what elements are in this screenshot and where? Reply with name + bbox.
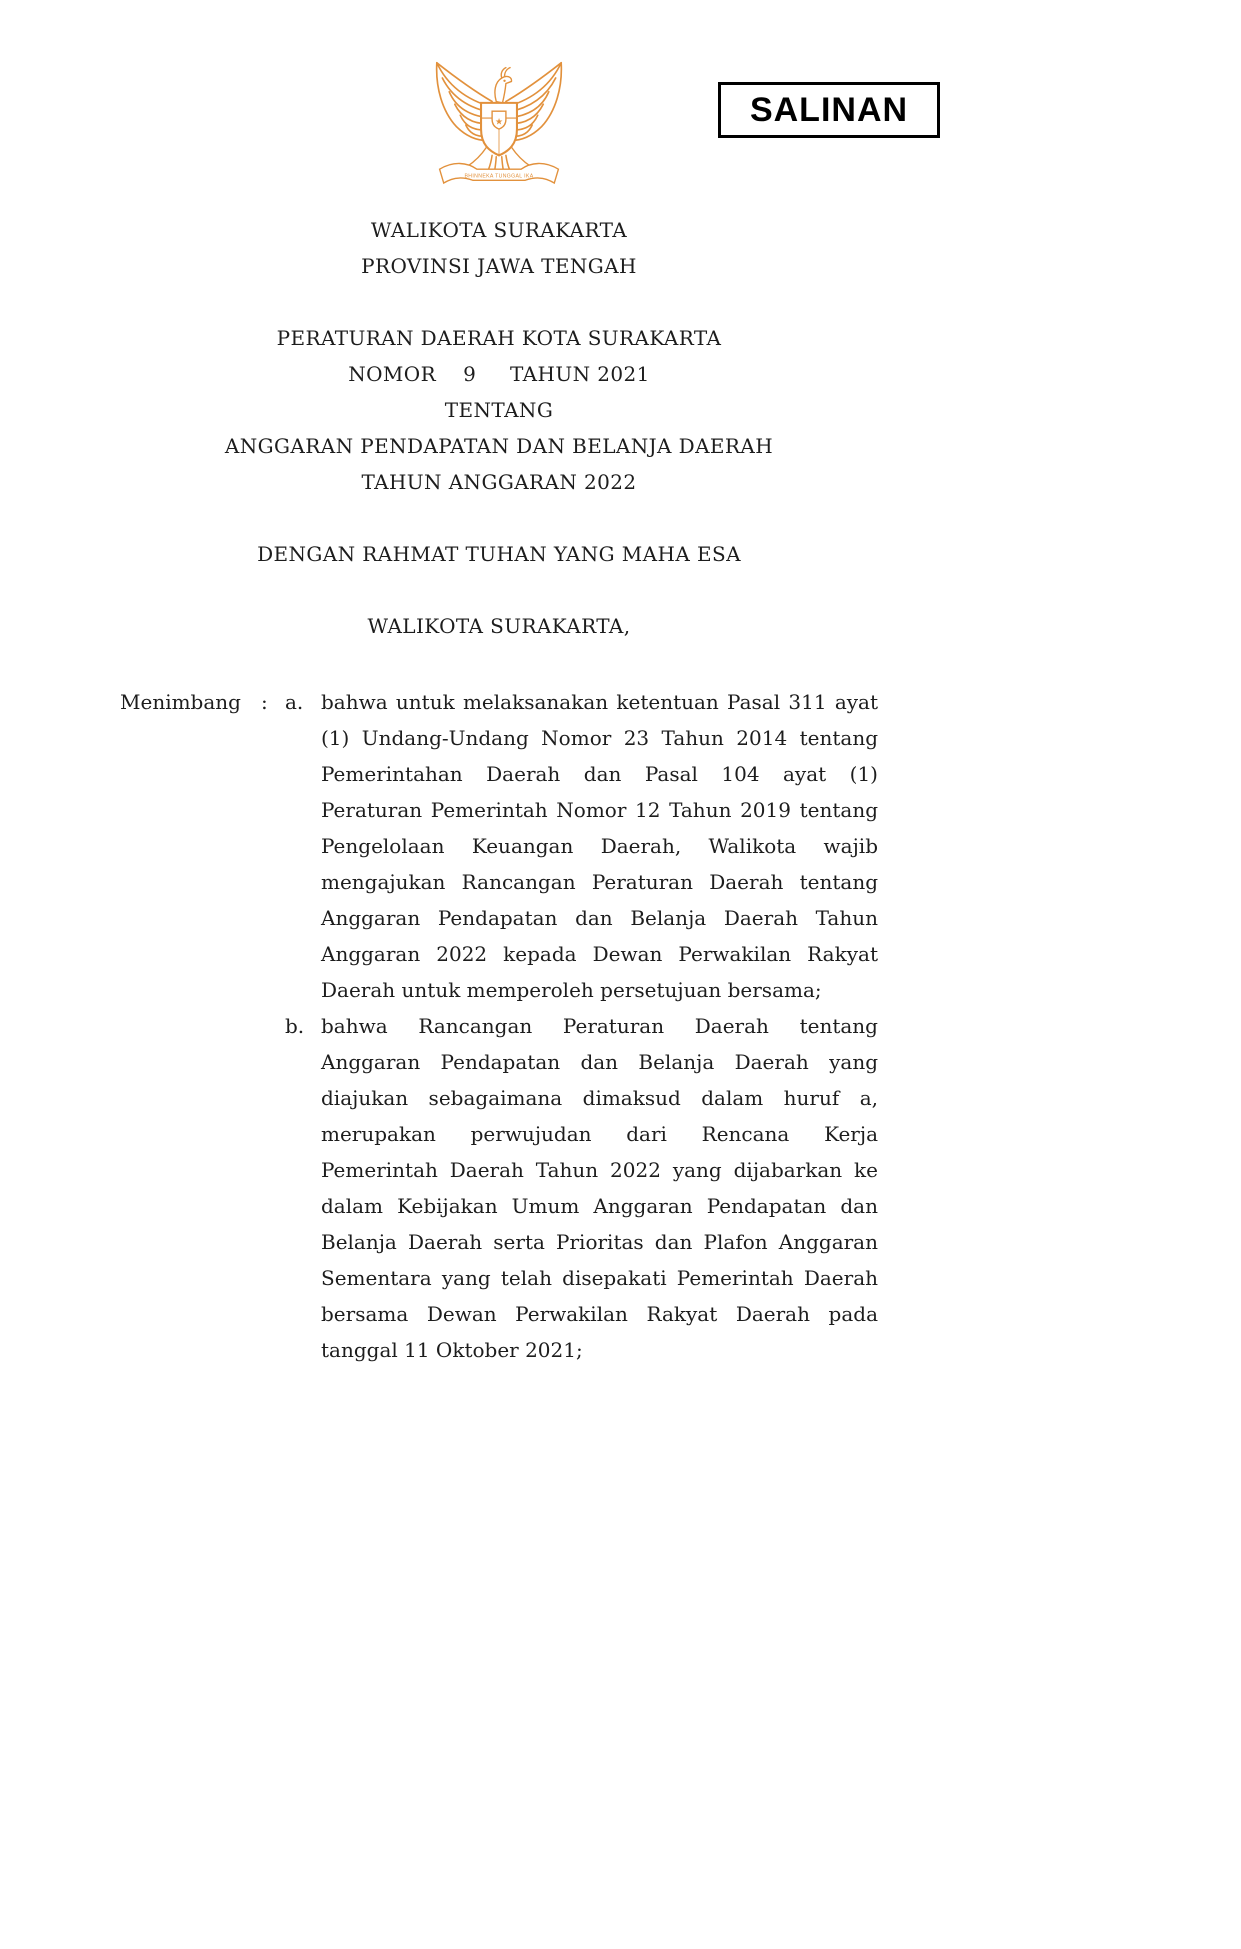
spacer [261,1008,285,1368]
spacer [120,1008,261,1368]
colon-separator: : [261,690,268,714]
provinsi-line: PROVINSI JAWA TENGAH [361,254,637,278]
menimbang-label: Menimbang [120,690,241,714]
official-name-line: WALIKOTA SURAKARTA, [367,614,631,638]
tentang-label: TENTANG [444,398,554,422]
walikota-line: WALIKOTA SURAKARTA [370,218,628,242]
svg-text:★: ★ [494,117,504,128]
considerations-section [120,684,878,1368]
item-text-b: bahwa Rancangan Peraturan Daerah tentang Anggaran Pendapatan dan Belanja Daerah yang diajukan sebagaimana dimaksud dalam huruf a, merupakan perwujudan dari Rencana Kerja Pemerintah Daerah Tahun 2022 yang dijabarkan ke dalam Kebijakan Umum Anggaran Pendapatan dan Belanja Daerah serta Prioritas dan Plafon Anggaran Sementara yang telah disepakati Pemerintah Daerah bersama Dewan Perwakilan Rakyat Daerah pada tanggal 11 Oktober 2021; [321,1014,878,1362]
document-content [120,42,878,1368]
garuda-pancasila-emblem [423,42,575,190]
regulation-subject: ANGGARAN PENDAPATAN DAN BELANJA DAERAH [224,434,774,458]
regulation-title: PERATURAN DAERAH KOTA SURAKARTA [276,326,722,350]
emblem-motto-text: BHINNEKA TUNGGAL IKA [464,173,534,180]
fiscal-year-line: TAHUN ANGGARAN 2022 [361,470,637,494]
item-text-a: bahwa untuk melaksanakan ketentuan Pasal 311 ayat (1) Undang-Undang Nomor 23 Tahun 2014 tentang Pemerintahan Daerah dan Pasal 104 ayat (1) Peraturan Pemerintah Nomor 12 Tahun 2019 tentang Pengelolaan Keuangan Daerah, Walikota wajib mengajukan Rancangan Peraturan Daerah tentang Anggaran Pendapatan dan Belanja Daerah Tahun Anggaran 2022 kepada Dewan Perwakilan Rakyat Daerah untuk memperoleh persetujuan bersama; [321,690,878,1002]
item-marker-a: a. [285,690,304,714]
salinan-label: SALINAN [749,90,909,129]
item-marker-b: b. [285,1014,305,1038]
garuda-icon [423,42,575,190]
invocation-line: DENGAN RAHMAT TUHAN YANG MAHA ESA [257,542,741,566]
regulation-number: NOMOR 9 TAHUN 2021 [348,362,650,386]
